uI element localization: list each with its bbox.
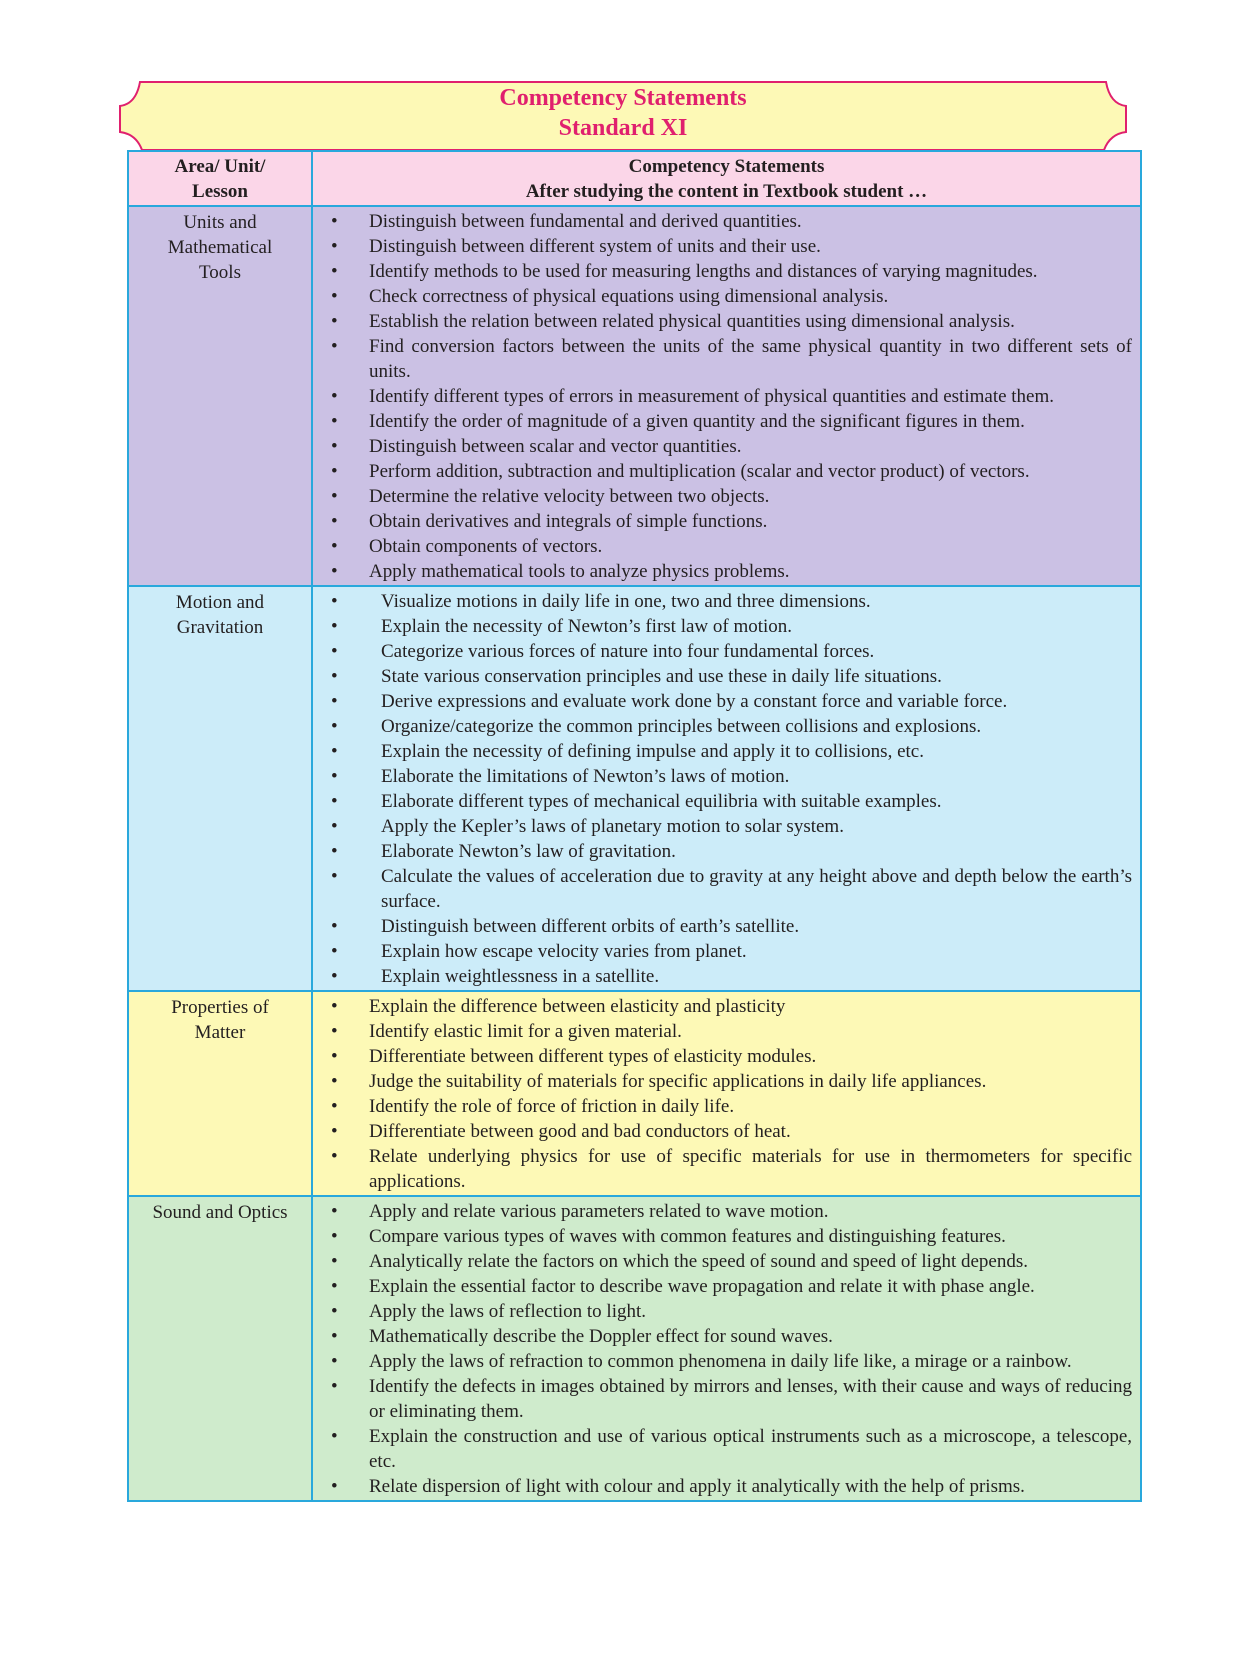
competency-item: • Relate underlying physics for use of specific materials for use in thermometers for specific applications.	[323, 1144, 1132, 1194]
competency-item: • Explain the essential factor to describe wave propagation and relate it with phase angle.	[323, 1274, 1132, 1299]
title-banner	[118, 80, 1128, 150]
competency-item: • Distinguish between fundamental and derived quantities.	[323, 209, 1132, 234]
competency-item: • Categorize various forces of nature into four fundamental forces.	[323, 639, 1132, 664]
competency-item: • Distinguish between different system of units and their use.	[323, 234, 1132, 259]
competency-item: • Explain how escape velocity varies from planet.	[323, 939, 1132, 964]
competency-table	[127, 150, 1142, 1502]
competency-item: • State various conservation principles and use these in daily life situations.	[323, 664, 1132, 689]
competency-item: • Determine the relative velocity between two objects.	[323, 484, 1132, 509]
header-competency-line: After studying the content in Textbook student …	[525, 181, 928, 202]
table-row	[128, 1196, 1141, 1501]
area-line: Gravitation	[176, 617, 264, 638]
competency-item: • Differentiate between good and bad conductors of heat.	[323, 1119, 1132, 1144]
competency-item: • Visualize motions in daily life in one, two and three dimensions.	[323, 589, 1132, 614]
competency-item: • Obtain derivatives and integrals of simple functions.	[323, 509, 1132, 534]
competency-item: • Organize/categorize the common principles between collisions and explosions.	[323, 714, 1132, 739]
competency-item: • Apply the laws of refraction to common phenomena in daily life like, a mirage or a rainbow.	[323, 1349, 1132, 1374]
area-line: Sound and Optics	[152, 1202, 288, 1223]
competency-item: • Mathematically describe the Doppler effect for sound waves.	[323, 1324, 1132, 1349]
table-row	[128, 586, 1141, 991]
competency-item: • Elaborate the limitations of Newton’s laws of motion.	[323, 764, 1132, 789]
area-line: Mathematical	[167, 237, 273, 258]
area-line: Matter	[194, 1022, 246, 1043]
competency-item: • Differentiate between different types of elasticity modules.	[323, 1044, 1132, 1069]
competency-item: • Identify different types of errors in measurement of physical quantities and estimate them.	[323, 384, 1132, 409]
area-line: Units and	[183, 212, 257, 233]
competency-item: • Apply the laws of reflection to light.	[323, 1299, 1132, 1324]
competency-cell	[312, 991, 1141, 1196]
competency-item: • Judge the suitability of materials for specific applications in daily life appliances.	[323, 1069, 1132, 1094]
banner-subtitle: Standard XI	[558, 115, 688, 141]
competency-item: • Explain the necessity of defining impulse and apply it to collisions, etc.	[323, 739, 1132, 764]
header-competency	[312, 151, 1141, 206]
competency-item: • Derive expressions and evaluate work done by a constant force and variable force.	[323, 689, 1132, 714]
area-line: Tools	[199, 262, 241, 283]
competency-item: • Apply mathematical tools to analyze physics problems.	[323, 559, 1132, 584]
banner-title: Competency Statements	[499, 85, 747, 111]
competency-cell	[312, 586, 1141, 991]
competency-cell	[312, 1196, 1141, 1501]
competency-item: • Compare various types of waves with common features and distinguishing features.	[323, 1224, 1132, 1249]
competency-item: • Explain the necessity of Newton’s first law of motion.	[323, 614, 1132, 639]
competency-item: • Explain the difference between elasticity and plasticity	[323, 994, 1132, 1019]
competency-item: • Explain the construction and use of various optical instruments such as a microscope, a telescope, etc.	[323, 1424, 1132, 1474]
competency-item: • Elaborate different types of mechanical equilibria with suitable examples.	[323, 789, 1132, 814]
area-line: Properties of	[171, 997, 269, 1018]
competency-item: • Calculate the values of acceleration due to gravity at any height above and depth below the earth’s surface.	[323, 864, 1132, 914]
header-area	[128, 151, 312, 206]
area-line: Motion and	[175, 592, 265, 613]
table-header-row	[128, 151, 1141, 206]
area-cell	[128, 586, 312, 991]
competency-item: • Perform addition, subtraction and multiplication (scalar and vector product) of vectors.	[323, 459, 1132, 484]
competency-item: • Identify methods to be used for measuring lengths and distances of varying magnitudes.	[323, 259, 1132, 284]
competency-item: • Find conversion factors between the units of the same physical quantity in two different sets of units.	[323, 334, 1132, 384]
header-competency-line: Competency Statements	[628, 156, 825, 177]
competency-item: • Identify the defects in images obtained by mirrors and lenses, with their cause and ways of reducing or eliminating them.	[323, 1374, 1132, 1424]
competency-item: • Elaborate Newton’s law of gravitation.	[323, 839, 1132, 864]
competency-item: • Relate dispersion of light with colour and apply it analytically with the help of prisms.	[323, 1474, 1132, 1499]
competency-item: • Identify elastic limit for a given material.	[323, 1019, 1132, 1044]
competency-item: • Apply the Kepler’s laws of planetary motion to solar system.	[323, 814, 1132, 839]
competency-cell	[312, 206, 1141, 586]
area-cell	[128, 1196, 312, 1501]
competency-item: • Analytically relate the factors on which the speed of sound and speed of light depends.	[323, 1249, 1132, 1274]
area-cell	[128, 991, 312, 1196]
competency-item: • Explain weightlessness in a satellite.	[323, 964, 1132, 989]
competency-item: • Obtain components of vectors.	[323, 534, 1132, 559]
competency-item: • Apply and relate various parameters related to wave motion.	[323, 1199, 1132, 1224]
competency-item: • Distinguish between scalar and vector quantities.	[323, 434, 1132, 459]
competency-item: • Identify the order of magnitude of a given quantity and the significant figures in them.	[323, 409, 1132, 434]
table-row	[128, 991, 1141, 1196]
table-row	[128, 206, 1141, 586]
header-area-line: Area/ Unit/	[174, 156, 266, 177]
area-cell	[128, 206, 312, 586]
competency-item: • Establish the relation between related physical quantities using dimensional analysis.	[323, 309, 1132, 334]
competency-item: • Identify the role of force of friction in daily life.	[323, 1094, 1132, 1119]
competency-item: • Distinguish between different orbits of earth’s satellite.	[323, 914, 1132, 939]
competency-item: • Check correctness of physical equations using dimensional analysis.	[323, 284, 1132, 309]
header-area-line: Lesson	[192, 181, 248, 202]
